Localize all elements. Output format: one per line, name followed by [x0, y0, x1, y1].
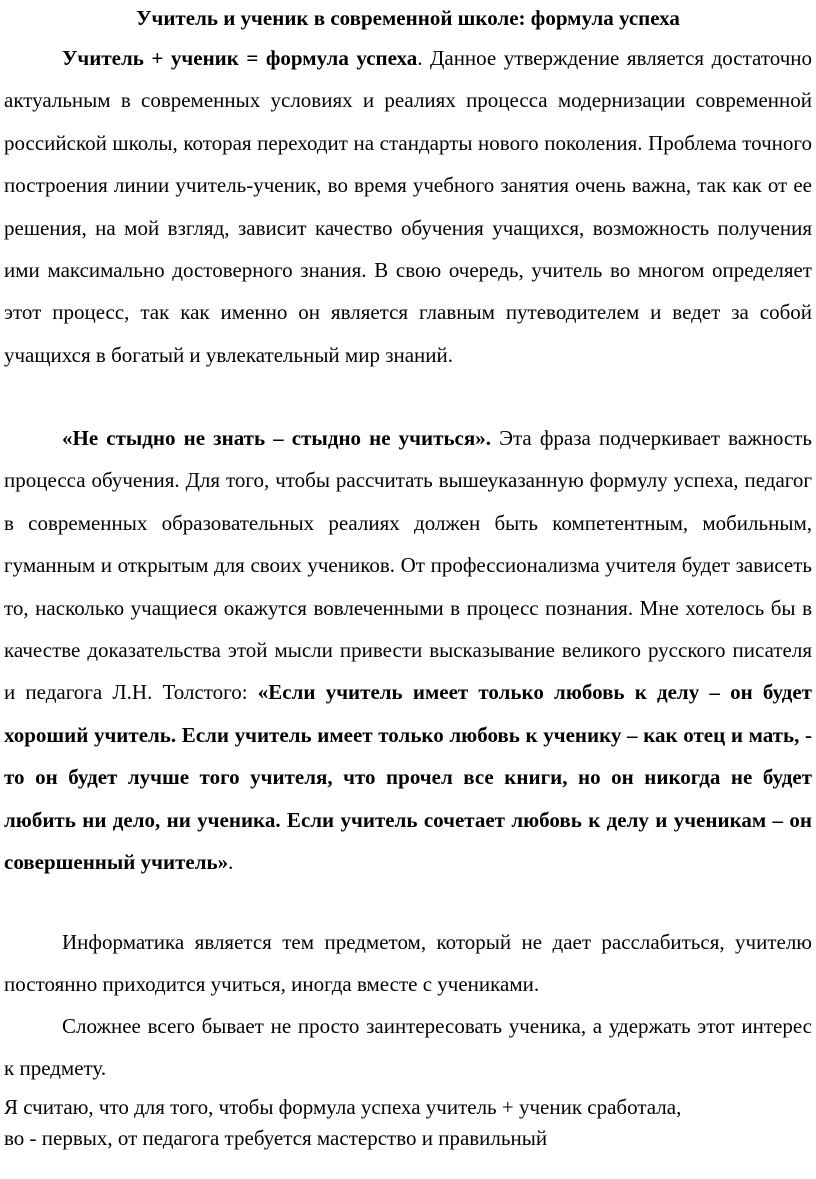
paragraph-3: Информатика является тем предметом, который не дает расслабиться, учителю постоянно приходится учиться, иногда вместе с учениками.: [4, 930, 812, 997]
paragraph-5: [4, 1092, 812, 1154]
paragraph-2: [4, 417, 812, 883]
paragraph-1-text: . Данное утверждение является достаточно актуальным в современных условиях и реалиях процесса модернизации современной российской школы, которая переходит на стандарты нового поколения. Проблема точного построения линии учитель-ученик, во время учебного занятия очень важна, так как от ее решения, на мой взгляд, зависит качество обучения учащихся, возможность получения ими максимально достоверного знания. В свою очередь, учитель во многом определяет этот процесс, так как именно он является главным путеводителем и ведет за собой учащихся в богатый и увлекательный мир знаний.: [4, 46, 812, 367]
paragraph-1-lead: Учитель + ученик = формула успеха: [62, 46, 418, 70]
paragraph-1: [4, 37, 812, 376]
paragraph-4: Сложнее всего бывает не просто заинтересовать ученика, а удержать этот интерес к предмету.: [4, 1014, 812, 1081]
document-title: Учитель и ученик в современной школе: формула успеха: [136, 6, 680, 30]
paragraph-2-text: Эта фраза подчеркивает важность процесса обучения. Для того, чтобы рассчитать вышеуказанную формулу успеха, педагог в современных образовательных реалиях должен быть компетентным, мобильным, гуманным и открытым для своих учеников. От профессионализма учителя будет зависеть то, насколько учащиеся окажутся вовлеченными в процесс познания. Мне хотелось бы в качестве доказательства этой мысли привести высказывание великого русского писателя и педагога Л.Н. Толстого:: [4, 426, 812, 705]
tolstoy-quote: «Если учитель имеет только любовь к делу – он будет хороший учитель. Если учитель имеет только любовь к ученику – как отец и мать, - то он будет лучше того учителя, что прочел все книги, но он никогда не будет любить ни дело, ни ученика. Если учитель сочетает любовь к делу и ученикам – он совершенный учитель»: [4, 680, 812, 875]
paragraph-5-line-1: Я считаю, что для того, чтобы формула успеха учитель + ученик сработала,: [4, 1095, 682, 1119]
paragraph-2-lead: «Не стыдно не знать – стыдно не учиться».: [62, 426, 491, 450]
paragraph-5-line-2: во - первых, от педагога требуется мастерство и правильный: [4, 1126, 548, 1150]
paragraph-2-tail: .: [228, 850, 234, 875]
